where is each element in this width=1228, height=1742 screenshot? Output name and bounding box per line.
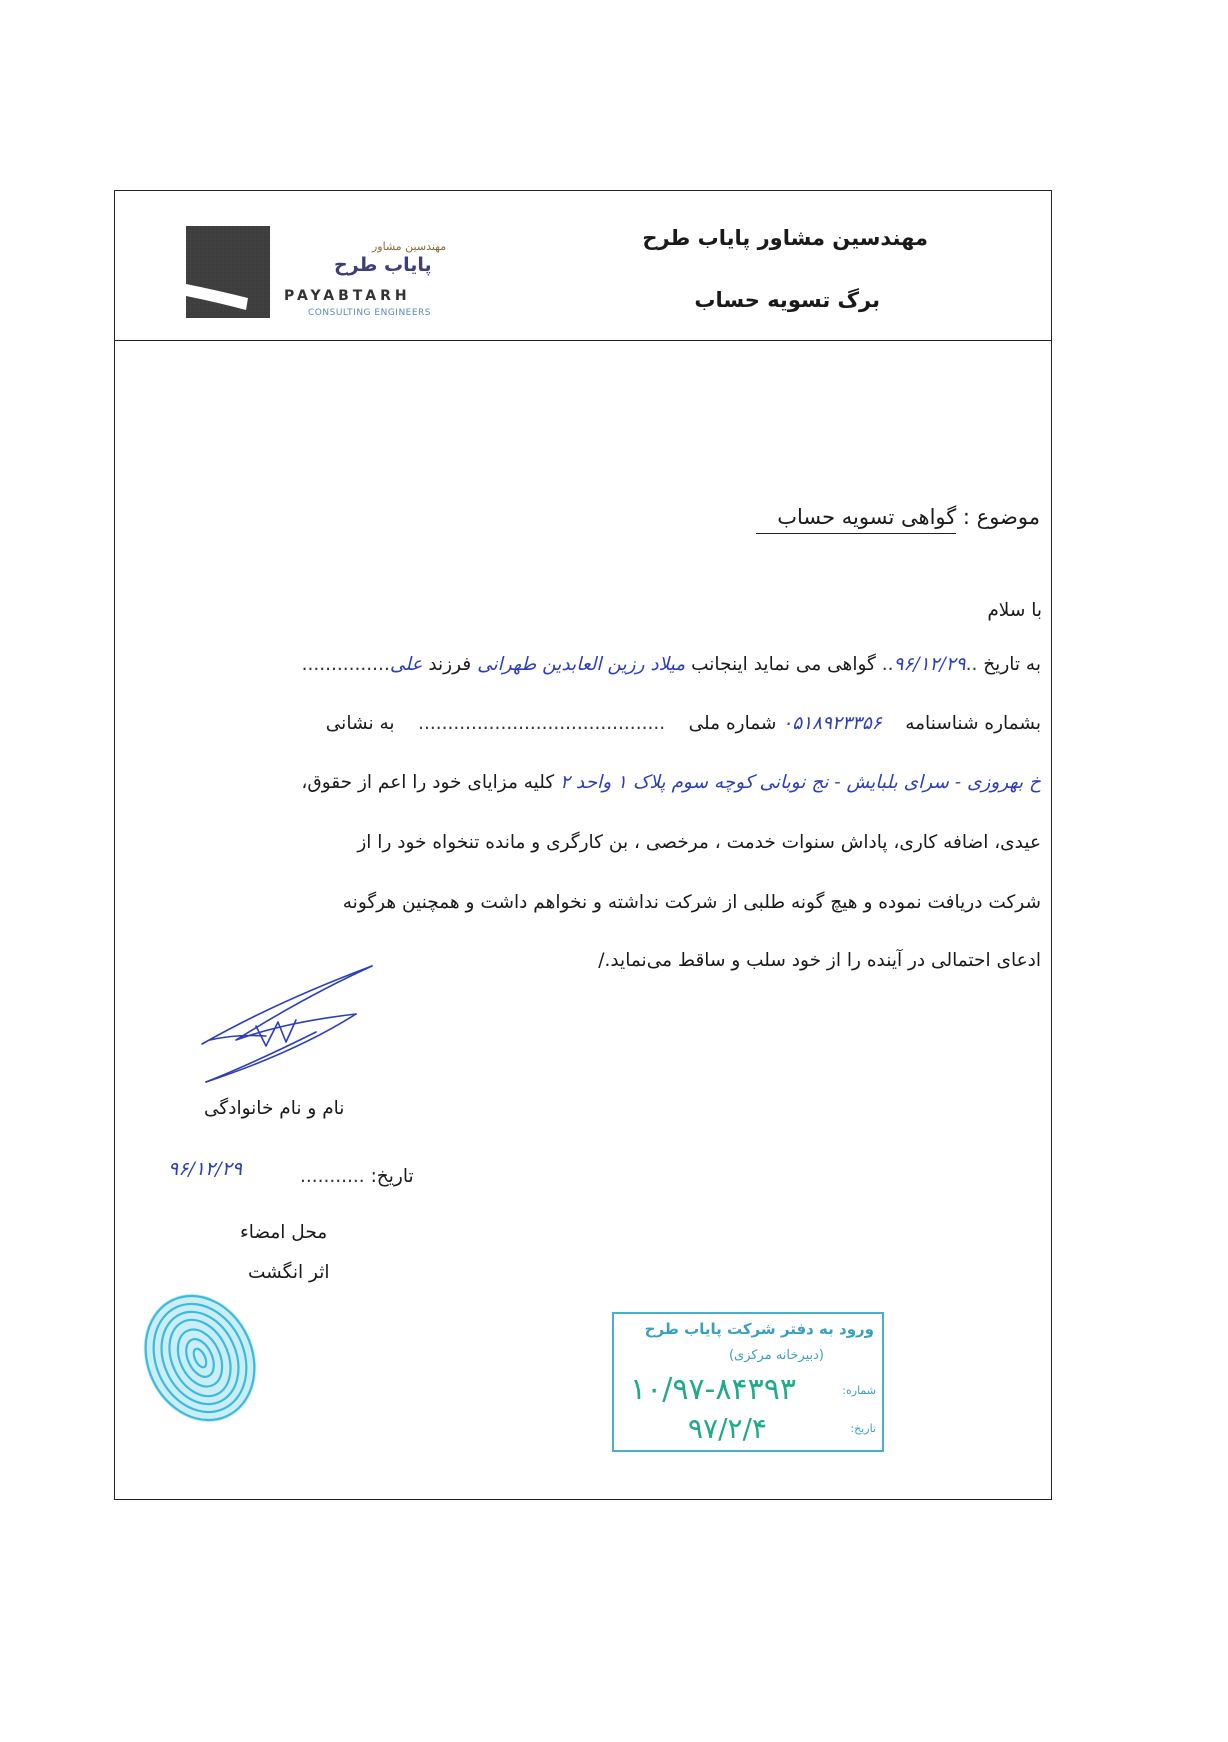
dots-leader: ............... [301, 654, 390, 675]
body-line-4: عیدی، اضافه کاری، پاداش سنوات خدمت ، مرخصی ، بن کارگری و مانده تنخواه خود را از [357, 832, 1041, 853]
subject-underline [756, 533, 956, 534]
text-date-intro: به تاریخ [983, 654, 1041, 675]
text-id-number: بشماره شناسنامه [905, 713, 1041, 734]
date-label-block [300, 1166, 414, 1187]
stamp-date-label: تاریخ: [850, 1422, 876, 1435]
form-title: برگ تسویه حساب [694, 288, 880, 312]
logo-fa: پایاب طرح [334, 254, 432, 276]
stamp-date: ۹۷/۲/۴ [688, 1412, 768, 1445]
fingerprint-icon [140, 1286, 262, 1426]
stamp-number-label: شماره: [842, 1384, 876, 1397]
subject-line: موضوع : گواهی تسویه حساب [777, 505, 1040, 529]
handwritten-sign-date: ۹۶/۱۲/۲۹ [168, 1158, 243, 1180]
name-label: نام و نام خانوادگی [204, 1098, 345, 1119]
signature-icon [196, 962, 386, 1092]
text-child-of: فرزند [428, 654, 472, 675]
text-certifies: گواهی می نماید اینجانب [691, 654, 876, 675]
fingerprint-label: اثر انگشت [248, 1262, 330, 1283]
handwritten-name: میلاد رزین العابدین طهرانی [477, 654, 686, 675]
text-address: به نشانی [325, 713, 395, 734]
body-line-5: شرکت دریافت نموده و هیچ گونه طلبی از شرکت نداشته و نخواهم داشت و همچنین هرگونه [342, 892, 1041, 913]
greeting: با سلام [987, 600, 1042, 621]
handwritten-date: ۹۶/۱۲/۲۹ [893, 654, 966, 675]
dots-leader: .......................................... [418, 713, 666, 734]
logo-mark-icon [186, 226, 270, 318]
body-line-1 [302, 654, 1041, 675]
stamp-title: ورود به دفتر شرکت پایاب طرح [644, 1320, 874, 1338]
body-line-6: ادعای احتمالی در آینده را از خود سلب و ساقط می‌نماید./ [598, 950, 1041, 971]
header-divider [114, 340, 1052, 341]
handwritten-address: خ بهروزی - سرای بلبایش - نج نوبانی کوچه سوم پلاک ۱ واحد ۲ [560, 772, 1041, 793]
dots-leader: ........... [300, 1166, 365, 1187]
body-line-3 [301, 772, 1041, 793]
dots-leader: .. [881, 654, 894, 675]
body-line-2 [326, 713, 1041, 734]
text-national-id: شماره ملی [688, 713, 777, 734]
text-benefits: کلیه مزایای خود را اعم از حقوق، [301, 772, 555, 793]
stamp-subtitle: (دبیرخانه مرکزی) [728, 1348, 824, 1363]
stamp-number: ۱۰/۹۷-۸۴۳۹۳ [630, 1372, 796, 1407]
registry-stamp [612, 1312, 884, 1452]
company-name: مهندسین مشاور پایاب طرح [642, 226, 928, 250]
logo-en: PAYABTARH [284, 288, 411, 304]
handwritten-id-number: ۰۵۱۸۹۲۳۳۵۶ [782, 713, 882, 734]
handwritten-father-name: علی [389, 654, 423, 675]
date-label: تاریخ: [370, 1166, 414, 1187]
dots-leader: .. [965, 654, 978, 675]
sign-place-label: محل امضاء [240, 1222, 328, 1243]
logo-en-sub: CONSULTING ENGINEERS [308, 308, 432, 318]
logo-fa-small: مهندسین مشاور [372, 240, 447, 253]
